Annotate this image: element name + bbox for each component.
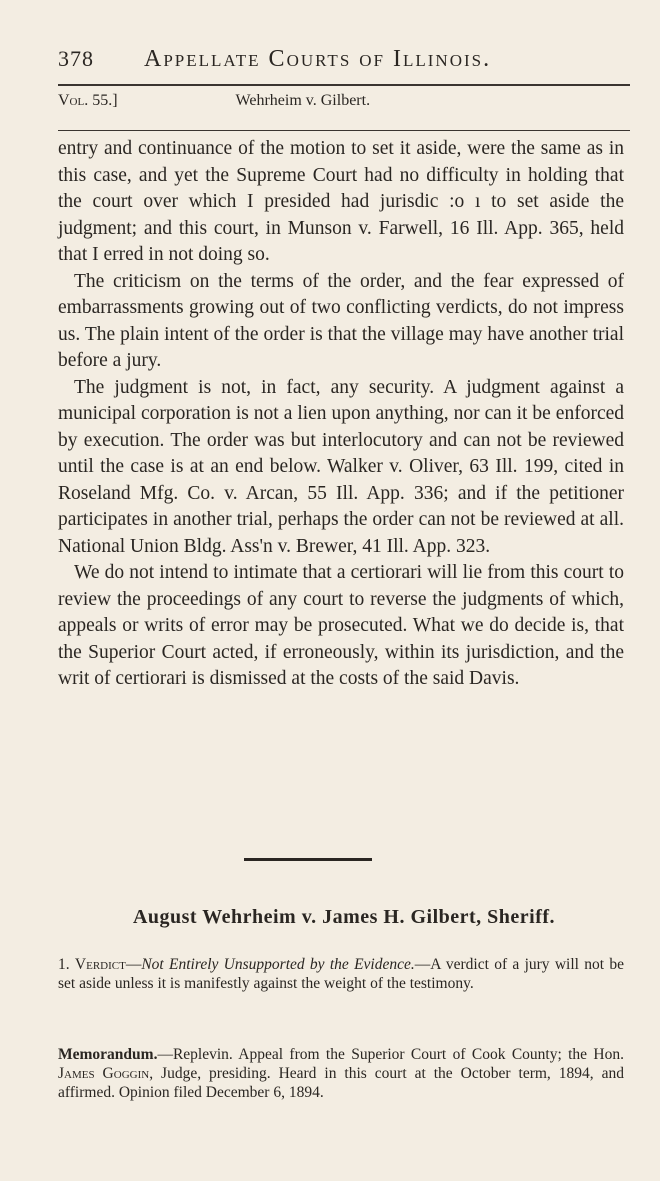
memorandum-text-end: , Judge, presiding. Heard in this court at the October term, 1894, and affirmed. Opinion filed December 6, 1894. [58, 1065, 624, 1101]
headnote-keyword: Verdict [74, 956, 126, 973]
paragraph: entry and continuance of the motion to set it aside, were the same as in this case, and yet the Supreme Court had no difficulty in holding that the court over which I presided had jurisdic :o ı to set aside the judgment; and this court, in Munson v. Farwell, 16 Ill. App. 365, held that I erred in not doing so. [58, 138, 624, 265]
headnote-text: A verdict of a jury will not be set aside unless it is manifestly against the weight of the testimony. [58, 956, 624, 992]
paragraph: The judgment is not, in fact, any security. A judgment against a municipal corporation is not a lien upon anything, nor can it be enforced by execution. The order was but interlocutory and can not be reviewed until the case is at an end below. Walker v. Oliver, 63 Ill. 199, cited in Roseland Mfg. Co. v. Arcan, 55 Ill. App. 336; and if the petitioner participates in another trial, perhaps the order can not be reviewed at all. National Union Bldg. Ass'n v. Brewer, 41 Ill. App. 323. [58, 376, 624, 557]
volume-label: Vol. 55.] [58, 92, 118, 109]
section-separator [244, 858, 372, 861]
running-title: Appellate Courts of Illinois. [144, 46, 492, 72]
header-rule [58, 84, 630, 86]
headnote-number: 1. [58, 956, 70, 973]
memorandum-label: Memorandum. [58, 1046, 158, 1063]
paragraph: The criticism on the terms of the order, and the fear expressed of embarrassments growing out of two conflicting verdicts, do not impress us. The plain intent of the order is that the village may have another trial before a jury. [58, 270, 624, 371]
paragraph: We do not intend to intimate that a certiorari will lie from this court to review the proceedings of any court to reverse the judgments of which, appeals or writs of error may be prosecuted. What we do decide is, that the Superior Court acted, if erroneously, within its jurisdiction, and the writ of certiorari is dismissed at the costs of the said Davis. [58, 562, 624, 689]
memorandum [58, 1045, 624, 1102]
memorandum-text: —Replevin. Appeal from the Superior Court of Cook County; the Hon. [157, 1046, 624, 1063]
judge-name: James Goggin [58, 1065, 150, 1082]
case-short-title: Wehrheim v. Gilbert. [235, 92, 371, 109]
headnote: 1. Verdict—Not Entirely Unsupported by the Evidence.—A verdict of a jury will not be set aside unless it is manifestly against the weight of the testimony. [58, 956, 624, 992]
case-title: August Wehrheim v. James H. Gilbert, Sheriff. [132, 906, 556, 928]
page-header [58, 46, 630, 73]
page-number: 378 [58, 46, 94, 71]
subheader-rule [58, 130, 630, 131]
opinion-text [58, 136, 624, 693]
headnote-topic: Not Entirely Unsupported by the Evidence. [141, 956, 415, 973]
sub-header [58, 92, 630, 110]
